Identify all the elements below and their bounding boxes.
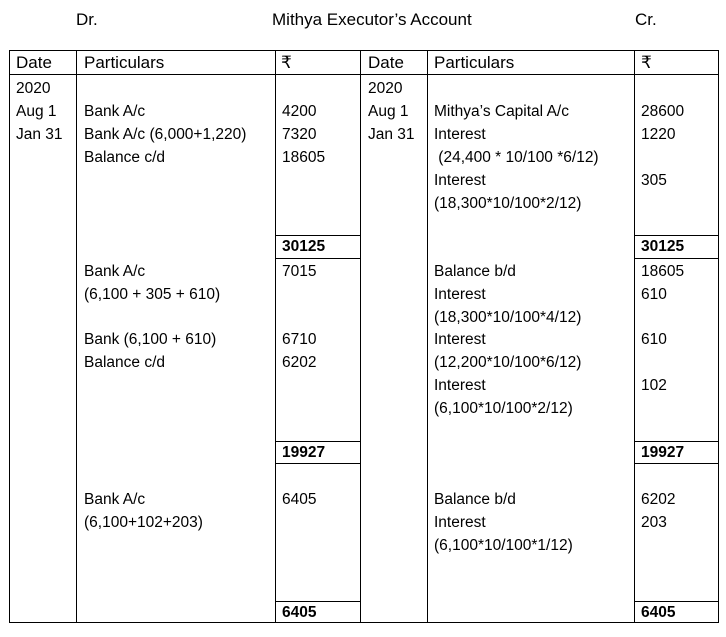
cr-amount: 1220 — [641, 126, 676, 143]
page-title: Mithya Executor’s Account — [272, 10, 472, 29]
cr-particular: Interest — [434, 172, 486, 189]
col-divider — [634, 51, 635, 622]
cr-amount: 28600 — [641, 103, 685, 120]
col-divider — [76, 51, 77, 622]
cr-particular: (24,400 * 10/100 *6/12) — [434, 149, 599, 166]
col-divider — [427, 51, 428, 622]
dr-amount: 7320 — [282, 126, 317, 143]
dr-amount: 4200 — [282, 103, 317, 120]
dr-particular: Balance c/d — [84, 149, 165, 166]
dr-year: 2020 — [16, 80, 51, 97]
total-rule — [634, 258, 718, 259]
cr-particular: Balance b/d — [434, 491, 516, 508]
cr-date-heading: Date — [368, 53, 404, 72]
dr-date-heading: Date — [16, 53, 52, 72]
dr-particular: Balance c/d — [84, 354, 165, 371]
cr-date: Jan 31 — [368, 126, 415, 143]
dr-total: 6405 — [282, 604, 317, 621]
cr-amount: 610 — [641, 286, 667, 303]
cr-particular: Balance b/d — [434, 263, 516, 280]
dr-amount: 18605 — [282, 149, 326, 166]
dr-amount: 6405 — [282, 491, 317, 508]
cr-total: 6405 — [641, 604, 676, 621]
cr-label: Cr. — [635, 10, 657, 29]
cr-amount: 203 — [641, 514, 667, 531]
cr-particular: (12,200*10/100*6/12) — [434, 354, 582, 371]
dr-particular: Bank A/c — [84, 263, 146, 280]
dr-date: Aug 1 — [16, 103, 57, 120]
cr-amount: 18605 — [641, 263, 685, 280]
cr-particular: Interest — [434, 514, 486, 531]
cr-total: 30125 — [641, 238, 685, 255]
col-divider — [275, 51, 276, 622]
dr-particular: Bank A/c (6,000+1,220) — [84, 126, 247, 143]
cr-total: 19927 — [641, 444, 685, 461]
cr-year: 2020 — [368, 80, 403, 97]
col-divider — [360, 51, 361, 622]
dr-label: Dr. — [76, 10, 98, 29]
cr-amount-heading: ₹ — [641, 53, 652, 72]
cr-particular: Mithya’s Capital A/c — [434, 103, 569, 120]
dr-particular: Bank A/c — [84, 491, 146, 508]
dr-total: 30125 — [282, 238, 326, 255]
cr-particular: (6,100*10/100*2/12) — [434, 400, 573, 417]
dr-particulars-heading: Particulars — [84, 53, 165, 72]
cr-date: Aug 1 — [368, 103, 409, 120]
cr-particular: Interest — [434, 286, 486, 303]
dr-particular: (6,100 + 305 + 610) — [84, 286, 221, 303]
dr-particular: (6,100+102+203) — [84, 514, 203, 531]
dr-total: 19927 — [282, 444, 326, 461]
cr-amount: 102 — [641, 377, 667, 394]
dr-date: Jan 31 — [16, 126, 63, 143]
ledger-table — [9, 50, 719, 623]
dr-amount: 6710 — [282, 331, 317, 348]
dr-particular: Bank A/c — [84, 103, 146, 120]
cr-particular: Interest — [434, 377, 486, 394]
cr-particular: (18,300*10/100*4/12) — [434, 309, 582, 326]
dr-amount: 6202 — [282, 354, 317, 371]
dr-amount-heading: ₹ — [281, 53, 292, 72]
cr-amount: 305 — [641, 172, 667, 189]
total-rule — [275, 258, 360, 259]
cr-particulars-heading: Particulars — [434, 53, 515, 72]
dr-particular: Bank (6,100 + 610) — [84, 331, 217, 348]
cr-particular: (6,100*10/100*1/12) — [434, 537, 573, 554]
dr-amount: 7015 — [282, 263, 317, 280]
cr-particular: Interest — [434, 331, 486, 348]
cr-particular: (18,300*10/100*2/12) — [434, 195, 582, 212]
cr-amount: 610 — [641, 331, 667, 348]
cr-amount: 6202 — [641, 491, 676, 508]
cr-particular: Interest — [434, 126, 486, 143]
